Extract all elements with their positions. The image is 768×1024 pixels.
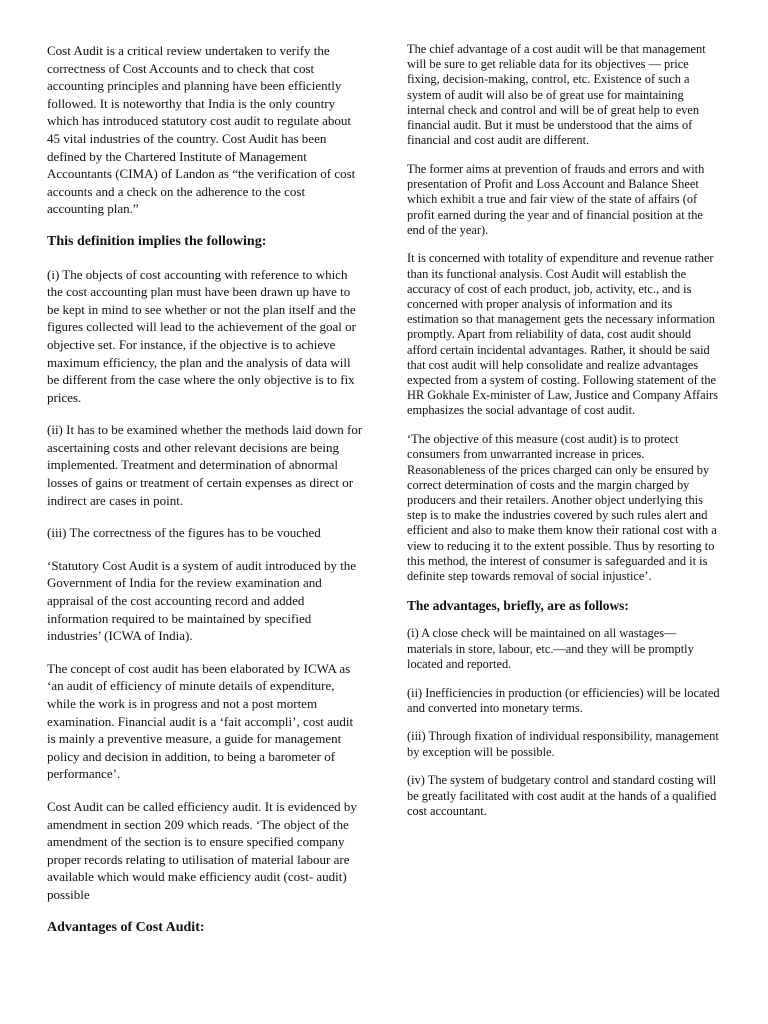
financial-audit-aims-paragraph: The former aims at prevention of frauds and errors and with presentation of Profit and Loss Account and Balance Sheet which exhibit a true and fair view of the state of affairs (of profit earned during the year and of financial position at the end of the year).	[407, 161, 705, 237]
definition-heading: This definition implies the following:	[47, 233, 267, 249]
statutory-audit-paragraph: ‘Statutory Cost Audit is a system of audit introduced by the Government of India for the review examination and appraisal of the cost accounting record and added information required to be maintained by specified industries’ (ICWA of India).	[47, 557, 357, 644]
advantage-1-paragraph: (i) A close check will be maintained on all wastages— materials in store, labour, etc.—and they will be promptly located and reported.	[407, 626, 694, 671]
efficiency-audit-paragraph: Cost Audit can be called efficiency audit. It is evidenced by amendment in section 209 which reads. ‘The object of the amendment of the section is to ensure specified company proper records relating to utilisation of material labour are available which would make efficiency audit (cost- audit) possible	[47, 798, 357, 902]
advantages-briefly-heading: The advantages, briefly, are as follows:	[407, 597, 629, 613]
advantage-4-paragraph: (iv) The system of budgetary control and standard costing will be greatly facilitated with cost audit at the hands of a qualified cost accountant.	[407, 773, 717, 818]
advantage-3-paragraph: (iii) Through fixation of individual responsibility, management by exception will be possible.	[407, 729, 719, 759]
cost-audit-scope-paragraph: It is concerned with totality of expenditure and revenue rather than its functional analysis. Cost Audit will establish the accuracy of cost of each product, job, activity, etc., and is concerned with proper analysis of information and its estimation so that management gets the necessary information promptly. Apart from reliability of data, cost audit should afford certain incidental advantages. Rather, it should be said that cost audit will help consolidate and realize advantages expected from a system of costing. Following statement of the HR Gokhale Ex-minister of Law, Justice and Company Affairs emphasizes the social advantage of cost audit.	[407, 251, 719, 418]
icwa-concept-paragraph: The concept of cost audit has been elaborated by ICWA as ‘an audit of efficiency of minute details of expenditure, while the work is in progress and not a post mortem examination. Financial audit is a ‘fait accompli’, cost audit is mainly a preventive measure, a guide for management policy and decision in addition, to being a barometer of performance’.	[47, 660, 354, 782]
implication-3-paragraph: (iii) The correctness of the figures has to be vouched	[47, 525, 321, 541]
advantages-heading: Advantages of Cost Audit:	[47, 919, 205, 935]
implication-1-paragraph: (i) The objects of cost accounting with reference to which the cost accounting plan must have been drawn up have to be kept in mind to see whether or not the plan itself and the figures collected will lead to the achievement of the goal or objective set. For instance, if the objective is to achieve maximum efficiency, the plan and the analysis of data will be different from the case where the only objective is to fix prices.	[47, 266, 356, 405]
intro-paragraph: Cost Audit is a critical review undertaken to verify the correctness of Cost Accounts and to check that cost accounting principles and planning have been efficiently followed. It is noteworthy that India is the only country which has introduced statutory cost audit to regulate about 45 vital industries of the country. Cost Audit has been defined by the Chartered Institute of Management Accountants (CIMA) of Landon as “the verification of cost accounts and a check on the adherence to the cost accounting plan.”	[47, 43, 356, 217]
objective-quote-paragraph: ‘The objective of this measure (cost audit) is to protect consumers from unwarranted increase in prices. Reasonableness of the prices charged can only be ensured by correct determination of costs and the margin charged by producers and their retailers. Another object underlying this step is to make the industries covered by such rules alert and efficient and also to make them know their rational cost with a view to reducing it to the extent possible. Thus by resorting to this method, the interest of consumer is safeguarded and it is definite step towards removal of social injustice’.	[407, 432, 717, 583]
advantage-2-paragraph: (ii) Inefficiencies in production (or efficiencies) will be located and converted into monetary terms.	[407, 685, 720, 715]
right-column	[407, 42, 723, 832]
left-column	[47, 42, 363, 951]
implication-2-paragraph: (ii) It has to be examined whether the methods laid down for ascertaining costs and other relevant decisions are being implemented. Treatment and determination of abnormal losses of gains or treatment of certain expenses as direct or indirect are cases in point.	[47, 422, 363, 508]
chief-advantage-paragraph: The chief advantage of a cost audit will be that management will be sure to get reliable data for its objectives — price fixing, decision-making, control, etc. Existence of such a system of audit will also be of great use for maintaining internal check and control and will be of great help to even financial audit. But it must be understood that the aims of financial and cost audit are different.	[407, 42, 706, 148]
